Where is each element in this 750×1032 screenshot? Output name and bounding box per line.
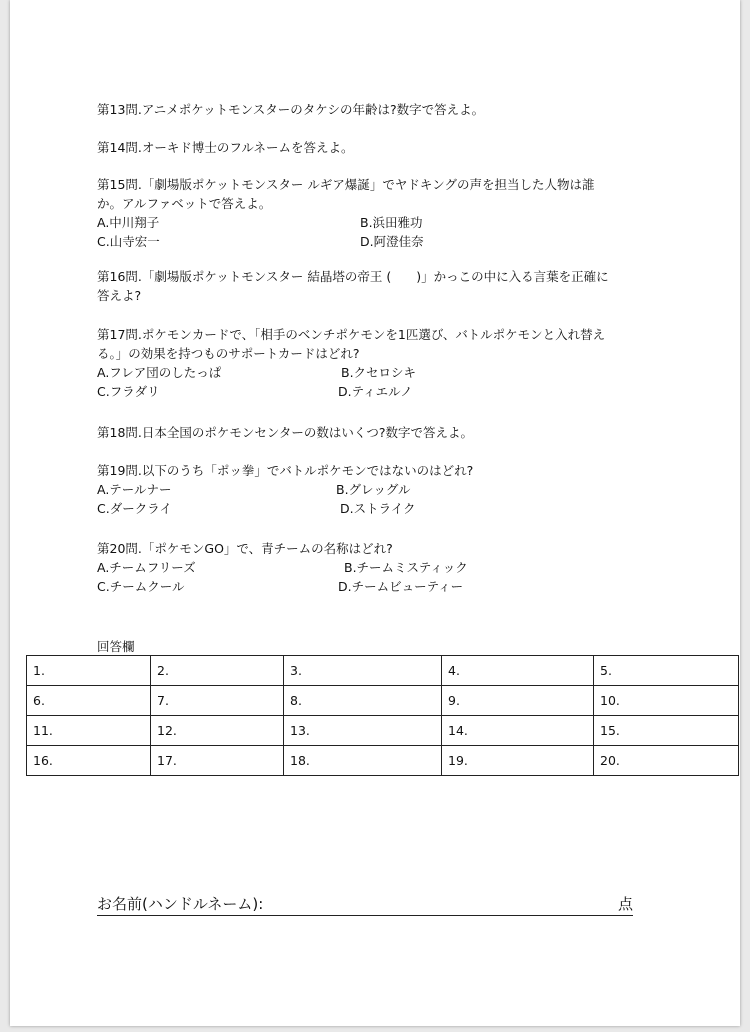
option-b: B.グレッグル xyxy=(336,482,411,497)
option-a: A.テールナー xyxy=(97,482,172,497)
answer-cell[interactable]: 2. xyxy=(151,656,284,686)
question-15 xyxy=(97,175,687,251)
option-row xyxy=(97,232,687,251)
question-17 xyxy=(97,325,687,401)
answer-cell[interactable]: 20. xyxy=(594,746,739,776)
answer-cell[interactable]: 17. xyxy=(151,746,284,776)
question-text: 第15問.「劇場版ポケットモンスター ルギア爆誕」でヤドキングの声を担当した人物は誰 xyxy=(97,177,595,192)
answer-cell[interactable]: 14. xyxy=(442,716,594,746)
option-row xyxy=(97,363,687,382)
question-text: か。アルファベットで答えよ。 xyxy=(97,196,272,211)
question-13 xyxy=(97,100,687,119)
option-c: C.フラダリ xyxy=(97,384,160,399)
answer-cell[interactable]: 7. xyxy=(151,686,284,716)
option-c: C.チームクール xyxy=(97,579,185,594)
answer-cell[interactable]: 8. xyxy=(284,686,442,716)
table-row xyxy=(27,686,739,716)
question-text: 答えよ? xyxy=(97,288,142,303)
option-b: B.浜田雅功 xyxy=(360,215,423,230)
option-row xyxy=(97,382,687,401)
option-row xyxy=(97,558,687,577)
answer-cell[interactable]: 11. xyxy=(27,716,151,746)
question-text: 第17問.ポケモンカードで、「相手のベンチポケモンを1匹選び、バトルポケモンと入れ替え xyxy=(97,327,606,342)
option-d: D.チームビューティー xyxy=(338,579,464,594)
question-19 xyxy=(97,461,687,518)
question-text: 第13問.アニメポケットモンスターのタケシの年齢は?数字で答えよ。 xyxy=(97,102,485,117)
answer-cell[interactable]: 9. xyxy=(442,686,594,716)
question-14 xyxy=(97,138,687,157)
question-20 xyxy=(97,539,687,596)
answer-cell[interactable]: 15. xyxy=(594,716,739,746)
answer-table xyxy=(26,655,739,776)
answer-cell[interactable]: 13. xyxy=(284,716,442,746)
question-text: 第18問.日本全国のポケモンセンターの数はいくつ?数字で答えよ。 xyxy=(97,425,474,440)
answer-section-label: 回答欄 xyxy=(97,639,135,654)
question-text: 第20問.「ポケモンGO」で、青チームの名称はどれ? xyxy=(97,541,393,556)
option-c: C.山寺宏一 xyxy=(97,234,160,249)
option-a: A.チームフリーズ xyxy=(97,560,196,575)
answer-cell[interactable]: 4. xyxy=(442,656,594,686)
document-page xyxy=(10,0,740,1026)
option-row xyxy=(97,213,687,232)
option-d: D.ティエルノ xyxy=(338,384,413,399)
option-row xyxy=(97,499,687,518)
answer-cell[interactable]: 16. xyxy=(27,746,151,776)
option-row xyxy=(97,480,687,499)
question-text: 第14問.オーキド博士のフルネームを答えよ。 xyxy=(97,140,354,155)
question-16 xyxy=(97,267,687,305)
option-b: B.チームミスティック xyxy=(344,560,468,575)
score-label: 点 xyxy=(617,895,633,913)
answer-cell[interactable]: 1. xyxy=(27,656,151,686)
table-row xyxy=(27,746,739,776)
name-field[interactable] xyxy=(97,893,633,916)
answer-cell[interactable]: 6. xyxy=(27,686,151,716)
answer-cell[interactable]: 12. xyxy=(151,716,284,746)
question-text: 第16問.「劇場版ポケットモンスター 結晶塔の帝王 ( )」かっこの中に入る言葉を正確に xyxy=(97,269,609,284)
option-d: D.阿澄佳奈 xyxy=(360,234,424,249)
name-label: お名前(ハンドルネーム): xyxy=(97,895,264,913)
answer-cell[interactable]: 19. xyxy=(442,746,594,776)
option-a: A.フレア団のしたっぱ xyxy=(97,365,222,380)
option-d: D.ストライク xyxy=(340,501,416,516)
option-a: A.中川翔子 xyxy=(97,215,160,230)
answer-cell[interactable]: 18. xyxy=(284,746,442,776)
answer-cell[interactable]: 10. xyxy=(594,686,739,716)
question-text: 第19問.以下のうち「ポッ拳」でバトルポケモンではないのはどれ? xyxy=(97,463,474,478)
option-row xyxy=(97,577,687,596)
answer-cell[interactable]: 5. xyxy=(594,656,739,686)
answer-cell[interactable]: 3. xyxy=(284,656,442,686)
question-18 xyxy=(97,423,687,442)
table-row xyxy=(27,716,739,746)
table-row xyxy=(27,656,739,686)
option-b: B.クセロシキ xyxy=(341,365,417,380)
option-c: C.ダークライ xyxy=(97,501,172,516)
question-text: る。」の効果を持つものサポートカードはどれ? xyxy=(97,346,360,361)
